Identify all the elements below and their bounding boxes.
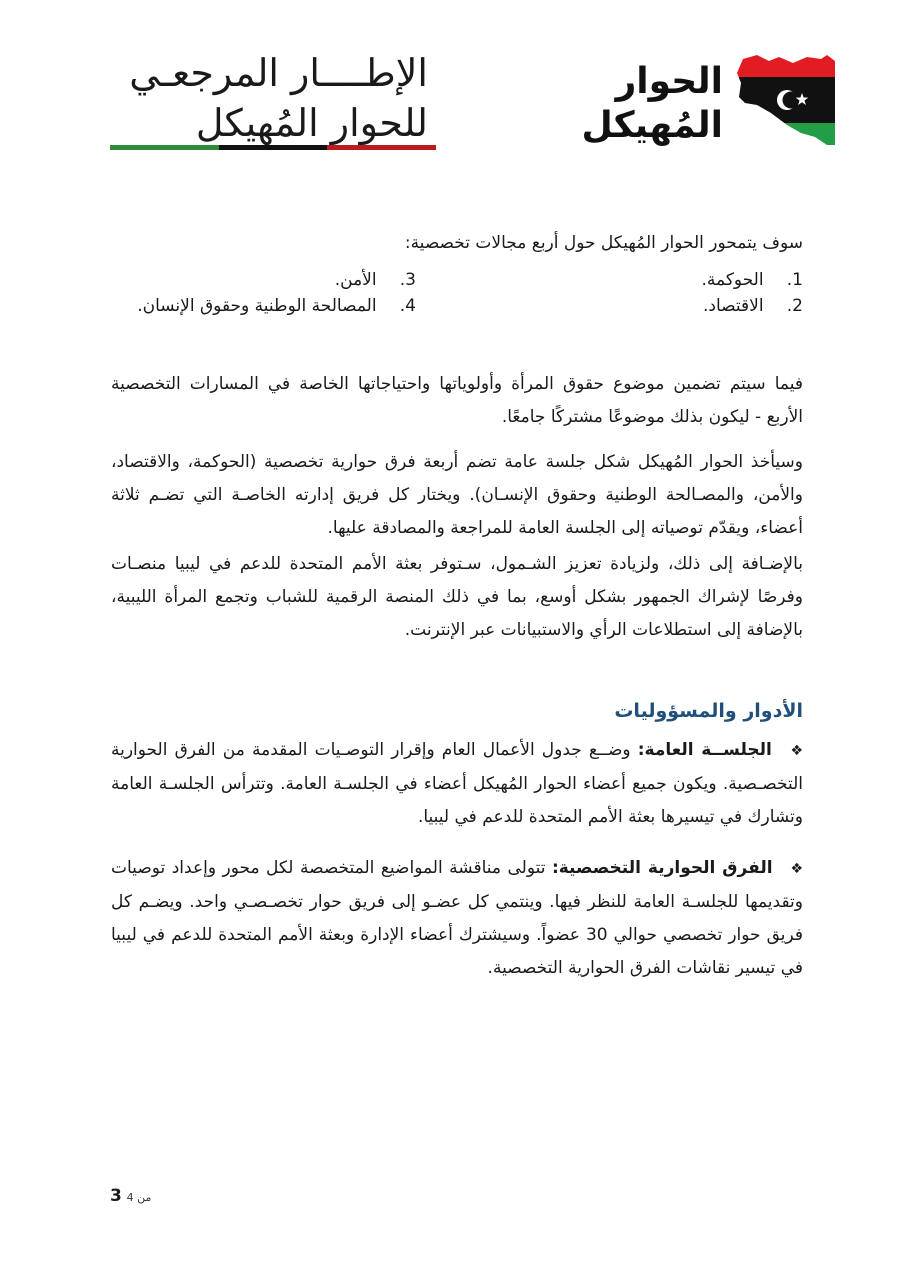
- list-item: [335, 267, 416, 293]
- page-number: [110, 1186, 151, 1206]
- role-item-thematic-teams: [111, 852, 803, 985]
- role-description: وضــع جدول الأعمال العام وإقرار التوصـيات المقدمة من الفرق الحوارية التخصـصية. ويكون جميع أعضاء الحوار المُهيكل أعضاء في الجلسـة العامة. وتترأس الجلسـة العامة وتشارك في تيسيرها بعثة الأمم المتحدة للدعم في ليبيا.: [111, 740, 803, 827]
- list-item-label: المصالحة الوطنية وحقوق الإنسان.: [137, 296, 377, 316]
- paragraph-inclusion: بالإضـافة إلى ذلك، ولزيادة تعزيز الشـمول، سـتوفر بعثة الأمم المتحدة للدعم في ليبيا منصـات وفرصًا لإشراك الجمهور بشكل أوسع، بما في ذلك المنصة الرقمية للشباب وتجمع المرأة الليبية، بالإضافة إلى استطلاعات الرأي والاستبيانات عبر الإنترنت.: [111, 554, 803, 640]
- page-current: 3: [110, 1186, 122, 1206]
- areas-intro: سوف يتمحور الحوار المُهيكل حول أربع مجالات تخصصية:: [404, 233, 803, 253]
- libya-flag-map-icon: [735, 53, 838, 147]
- list-item: [137, 293, 416, 319]
- logo-wordmark: [581, 60, 723, 148]
- list-item-label: الأمن.: [334, 270, 377, 290]
- header-divider-green: [110, 145, 219, 150]
- document-title-line1: الإطــــار المرجعـي: [129, 51, 428, 95]
- list-item-number: 3.: [399, 270, 416, 290]
- logo-line1: الحوار: [615, 61, 723, 102]
- bullet-icon: ❖: [790, 861, 804, 877]
- header-divider: [110, 145, 436, 150]
- list-item-number: 1.: [786, 270, 803, 290]
- list-item-label: الحوكمة.: [701, 270, 764, 290]
- logo-line2: المُهيكل: [581, 105, 723, 146]
- role-description: تتولى مناقشة المواضيع المتخصصة لكل محور وإعداد توصيات وتقديمها للجلسـة العامة للنظر فيها. وينتمي كل عضـو إلى فريق حوار تخصـصـي واحد. ويضـم كل فريق حوار تخصصي حوالي 30 عضواً. وسيشترك أعضاء الإدارة وبعثة الأمم المتحدة للدعم في ليبيا في تيسير نقاشات الفرق الحوارية التخصصية.: [111, 858, 803, 978]
- list-item: [703, 293, 803, 319]
- list-item-number: 2.: [786, 296, 803, 316]
- paragraph-women-rights: فيما سيتم تضمين موضوع حقوق المرأة وأولوياتها واحتياجاتها الخاصة في المسارات التخصصية الأربع - ليكون بذلك موضوعًا مشتركًا جامعًا.: [111, 374, 803, 427]
- list-item-number: 4.: [399, 296, 416, 316]
- list-item-label: الاقتصاد.: [703, 296, 764, 316]
- role-term: الجلســة العامة:: [637, 740, 772, 760]
- role-term: الفرق الحوارية التخصصية:: [551, 858, 773, 878]
- paragraph-structure: وسيأخذ الحوار المُهيكل شكل جلسة عامة تضم أربعة فرق حوارية تخصصية (الحوكمة، والاقتصاد، والأمن، والمصـالحة الوطنية وحقوق الإنسـان). ويختار كل فريق إدارته الخاصـة التي تضـم ثلاثة أعضاء، ويقدّم توصياته إلى الجلسة العامة للمراجعة والمصادقة عليها.: [111, 452, 803, 538]
- document-title-line2: للحوار المُهيكل: [195, 101, 428, 145]
- page-total: من 4: [126, 1191, 152, 1204]
- bullet-icon: ❖: [790, 743, 804, 759]
- document-title: [129, 48, 428, 148]
- header-divider-black: [219, 145, 328, 150]
- list-item: [701, 267, 803, 293]
- section-title-roles: الأدوار والمسؤوليات: [614, 700, 803, 722]
- header-divider-red: [327, 145, 436, 150]
- role-item-plenary: [111, 734, 803, 834]
